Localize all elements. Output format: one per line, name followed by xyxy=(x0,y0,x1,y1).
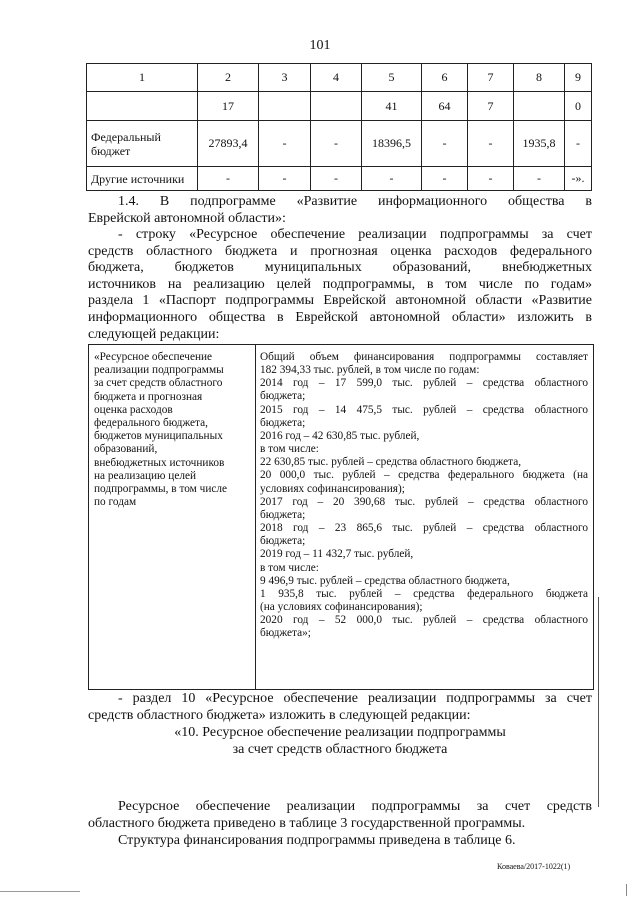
table-header-cell: 4 xyxy=(311,64,362,92)
table-cell xyxy=(514,92,565,121)
text-line: Еврейской автономной области»: xyxy=(88,210,286,226)
funding-line: 20 000,0 тыс. рублей – средства федерального бюджета (на xyxy=(260,469,588,482)
table-cell: 41 xyxy=(362,92,422,121)
table-header-cell: 9 xyxy=(565,64,592,92)
funding-line: бюджета; xyxy=(260,535,306,548)
table-cell: 7 xyxy=(468,92,514,121)
funding-line: 1 935,8 тыс. рублей – средства федерального бюджета xyxy=(260,587,588,600)
funding-passport-box xyxy=(88,344,594,690)
heading-line: «10. Ресурсное обеспечение реализации подпрограммы xyxy=(174,725,506,740)
table-cell: - xyxy=(259,167,311,191)
label-line: Федеральный xyxy=(91,129,161,144)
table-header-cell: 1 xyxy=(87,64,198,92)
funding-line: 2018 год – 23 865,6 тыс. рублей – средства областного xyxy=(260,522,588,535)
table-row-label: Другие источники xyxy=(87,167,198,191)
table-header-cell: 7 xyxy=(468,64,514,92)
table-cell: - xyxy=(259,121,311,167)
body-paragraph-2 xyxy=(88,833,592,850)
text-line: бюджета, бюджетов муниципальных образований, внебюджетных xyxy=(88,260,592,276)
label-line: реализации подпрограммы xyxy=(94,364,224,377)
text-line: областного бюджета приведено в таблице 3 государственной программы. xyxy=(88,816,526,831)
table-cell: 17 xyxy=(198,92,259,121)
table-cell: - xyxy=(422,121,468,167)
table-row xyxy=(87,167,592,191)
funding-line: бюджета; xyxy=(260,416,306,429)
scan-edge-mark xyxy=(626,884,627,896)
table-cell: 18396,5 xyxy=(362,121,422,167)
funding-table xyxy=(86,63,592,191)
funding-line: (на условиях софинансирования); xyxy=(260,600,423,613)
table-cell: - xyxy=(311,167,362,191)
funding-line: в том числе: xyxy=(260,443,319,456)
label-line: федерального бюджета, xyxy=(94,417,208,430)
table-cell: - xyxy=(362,167,422,191)
scan-edge-mark xyxy=(598,597,599,807)
label-line: на реализацию целей xyxy=(94,469,197,482)
funding-line: 2020 год – 52 000,0 тыс. рублей – средства областного xyxy=(260,614,588,627)
label-line: по годам xyxy=(94,496,137,509)
label-line: за счет средств областного xyxy=(94,377,223,390)
scan-edge-mark xyxy=(0,891,80,892)
text-line: информационного общества в Еврейской автономной области» изложить в xyxy=(88,309,592,325)
table-cell: 27893,4 xyxy=(198,121,259,167)
funding-line: бюджета; xyxy=(260,390,306,403)
table-cell: - xyxy=(565,121,592,167)
table-row xyxy=(87,92,592,121)
table-cell xyxy=(259,92,311,121)
table-cell xyxy=(311,92,362,121)
instruction-paragraph-1 xyxy=(88,227,592,343)
label-line: «Ресурсное обеспечение xyxy=(94,351,213,363)
funding-box-details xyxy=(260,351,588,640)
funding-line: 2017 год – 20 390,68 тыс. рублей – средства областного xyxy=(260,495,588,508)
label-line: подпрограммы, в том числе xyxy=(94,483,228,496)
instruction-paragraph-2 xyxy=(88,691,592,724)
funding-line: 9 496,9 тыс. рублей – средства областного бюджета, xyxy=(260,574,510,587)
table-row-label xyxy=(87,121,198,167)
text-line: источников на реализацию целей подпрограммы, в том числе по годам» xyxy=(88,276,592,292)
table-cell: -». xyxy=(565,167,592,191)
text-line: раздела 1 «Паспорт подпрограммы Еврейской автономной области «Развитие xyxy=(88,293,592,309)
label-line: оценка расходов xyxy=(94,403,173,416)
table-header-cell: 2 xyxy=(198,64,259,92)
funding-line: условиях софинансирования); xyxy=(260,482,405,495)
table-header-cell: 5 xyxy=(362,64,422,92)
text-line: следующей редакции: xyxy=(88,326,220,342)
funding-line: бюджета; xyxy=(260,508,306,521)
table-cell: 1935,8 xyxy=(514,121,565,167)
funding-line: бюджета»; xyxy=(260,627,311,640)
text-line: средств областного бюджета и прогнозная оценка расходов федерального xyxy=(88,243,592,259)
section-1-4 xyxy=(88,194,592,227)
page-number: 101 xyxy=(309,38,331,53)
column-divider xyxy=(255,345,256,689)
table-cell: - xyxy=(468,121,514,167)
table-cell: 0 xyxy=(565,92,592,121)
label-line: внебюджетных источников xyxy=(94,456,225,469)
text-line: средств областного бюджета» изложить в следующей редакции: xyxy=(88,707,471,723)
text-line: Структура финансирования подпрограммы приведена в таблице 6. xyxy=(118,833,516,848)
footer-document-code: Коваева/2017-1022(1) xyxy=(497,862,571,871)
table-cell: - xyxy=(468,167,514,191)
funding-box-label xyxy=(94,351,252,509)
funding-line: Общий объем финансирования подпрограммы составляет xyxy=(260,351,588,363)
label-line: бюджета и прогнозная xyxy=(94,390,203,403)
section-10-heading xyxy=(88,724,592,758)
table-header-cell: 6 xyxy=(422,64,468,92)
table-cell: - xyxy=(311,121,362,167)
body-paragraph xyxy=(88,798,592,832)
funding-line: 182 394,33 тыс. рублей, в том числе по годам: xyxy=(260,364,480,377)
label-line: бюджет xyxy=(91,143,131,158)
label-line: бюджетов муниципальных xyxy=(94,430,223,443)
table-row xyxy=(87,121,592,167)
table-header-cell: 8 xyxy=(514,64,565,92)
table-cell: - xyxy=(198,167,259,191)
funding-line: 2014 год – 17 599,0 тыс. рублей – средства областного xyxy=(260,377,588,390)
table-cell: - xyxy=(422,167,468,191)
label-line: образований, xyxy=(94,443,158,456)
table-header-cell: 3 xyxy=(259,64,311,92)
table-row-label xyxy=(87,92,198,121)
funding-line: 2019 год – 11 432,7 тыс. рублей, xyxy=(260,548,414,561)
text-line: 1.4. В подпрограмме «Развитие информационного общества в xyxy=(118,194,592,209)
funding-line: 22 630,85 тыс. рублей – средства областного бюджета, xyxy=(260,456,522,469)
heading-line: за счет средств областного бюджета xyxy=(232,742,448,757)
funding-line: в том числе: xyxy=(260,561,319,574)
text-line: - раздел 10 «Ресурсное обеспечение реализации подпрограммы за счет xyxy=(118,691,592,706)
table-cell: - xyxy=(514,167,565,191)
text-line: - строку «Ресурсное обеспечение реализации подпрограммы за счет xyxy=(118,227,592,242)
table-cell: 64 xyxy=(422,92,468,121)
table-header-row xyxy=(87,64,592,92)
text-line: Ресурсное обеспечение реализации подпрограммы за счет средств xyxy=(118,799,592,814)
funding-line: 2015 год – 14 475,5 тыс. рублей – средства областного xyxy=(260,403,588,416)
funding-line: 2016 год – 42 630,85 тыс. рублей, xyxy=(260,429,420,442)
